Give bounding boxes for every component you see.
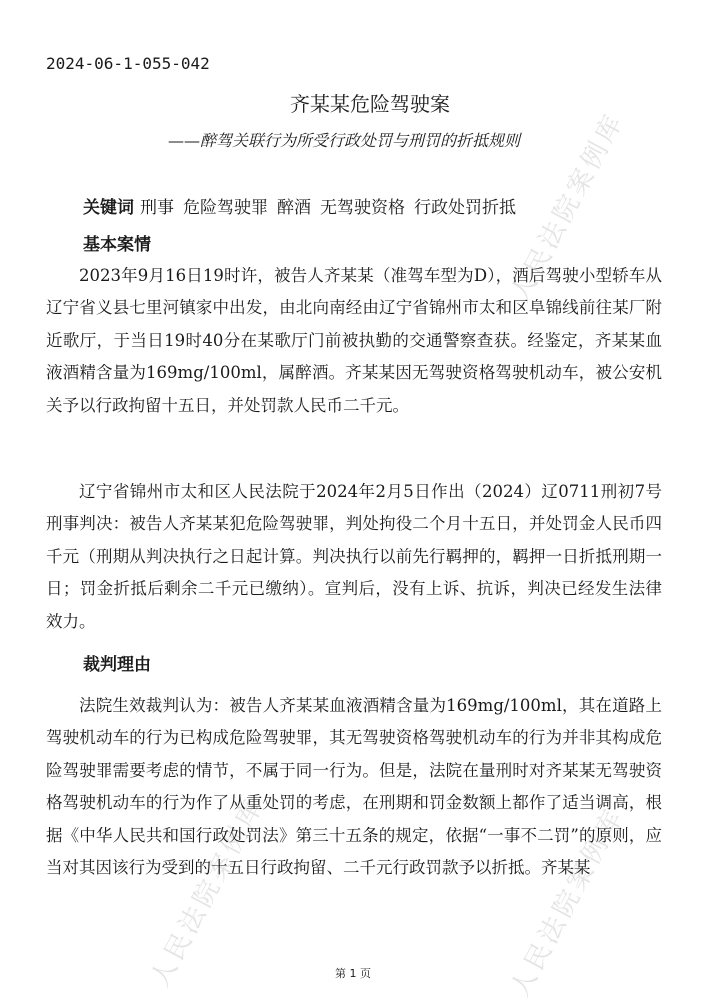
case-subtitle: ——醉驾关联行为所受行政处罚与刑罚的折抵规则 — [168, 131, 521, 150]
keyword: 危险驾驶罪 — [183, 198, 268, 218]
page-number: 第 1 页 — [335, 967, 371, 980]
section-heading-reasoning: 裁判理由 — [83, 655, 151, 675]
keywords-line — [83, 193, 525, 218]
keyword: 醉酒 — [277, 198, 311, 218]
keyword: 刑事 — [140, 198, 174, 218]
paragraph: 辽宁省锦州市太和区人民法院于2024年2月5日作出（2024）辽0711刑初7号刑事判决：被告人齐某某犯危险驾驶罪，判处拘役二个月十五日，并处罚金人民币四千元（刑期从判决执行之日起计算。判决执行以前先行羁押的，羁押一日折抵刑期一日；罚金折抵后剩余二千元已缴纳）。宣判后，没有上诉、抗诉，判决已经发生法律效力。 — [46, 482, 662, 631]
keyword: 无驾驶资格 — [320, 198, 405, 218]
paragraph: 法院生效裁判认为：被告人齐某某血液酒精含量为169mg/100ml，其在道路上驾驶机动车的行为已构成危险驾驶罪，其无驾驶资格驾驶机动车的行为并非其构成危险驾驶罪需要考虑的情节，不属于同一行为。但是，法院在量刑时对齐某某无驾驶资格驾驶机动车的行为作了从重处罚的考虑，在刑期和罚金数额上都作了适当调高，根据《中华人民共和国行政处罚法》第三十五条的规定，依据“一事不二罚”的原则，应当对其因该行为受到的十五日行政拘留、二千元行政罚款予以折抵。齐某某 — [46, 696, 662, 878]
keyword: 行政处罚折抵 — [414, 198, 516, 218]
section-heading-basic-facts: 基本案情 — [83, 235, 151, 255]
document-id: 2024-06-1-055-042 — [46, 54, 210, 73]
watermark: 人民法院案例库 — [505, 802, 631, 1002]
watermark: 人民法院案例库 — [145, 792, 271, 992]
paragraph: 2023年9月16日19时许，被告人齐某某（准驾车型为D），酒后驾驶小型轿车从辽宁省义县七里河镇家中出发，由北向南经由辽宁省锦州市太和区阜锦线前往某厂附近歌厅，于当日19时40分在某歌厅门前被执勤的交通警察查获。经鉴定，齐某某血液酒精含量为169mg/100ml，属醉酒。齐某某因无驾驶资格驾驶机动车，被公安机关予以行政拘留十五日，并处罚款人民币二千元。 — [46, 266, 662, 415]
keywords-label: 关键词 — [83, 198, 134, 218]
watermark: 人民法院案例库 — [505, 107, 631, 307]
case-title: 齐某某危险驾驶案 — [290, 92, 450, 116]
